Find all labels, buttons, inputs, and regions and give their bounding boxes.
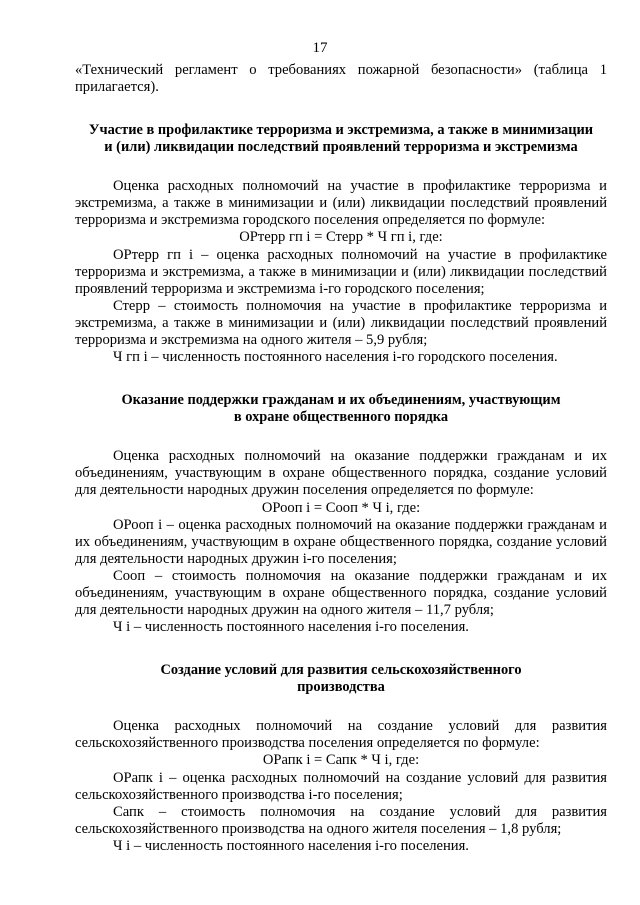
definition: Ч i – численность постоянного населения i-го поселения.: [113, 619, 469, 636]
section-agriculture: [75, 662, 607, 855]
definition: ОРооп i – оценка расходных полномочий на оказание поддержки гражданам и их объединениям, участвующим в охране общественного порядка, создание условий для деятельности народных дружин i-го поселения;: [75, 516, 607, 567]
formula: ОРооп i = Cооп * Ч i, где:: [261, 499, 421, 516]
intro-paragraph: «Технический регламент о требованиях пожарной безопасности» (таблица 1 прилагается).: [75, 62, 607, 96]
definition: Ч гп i – численность постоянного населения i-го городского поселения.: [113, 349, 558, 366]
page-number: 17: [312, 40, 328, 56]
definition: ОРтерр гп i – оценка расходных полномочий на участие в профилактике терроризма и экстремизма, а также в минимизации и (или) ликвидации последствий проявлений терроризма и экстремизма i-го городского поселения;: [75, 246, 607, 297]
formula: ОРтерр гп i = Стерр * Ч гп i, где:: [239, 229, 443, 246]
section-terrorism: [75, 122, 607, 366]
section-intro: Оценка расходных полномочий на оказание поддержки гражданам и их объединениям, участвующим в охране общественного порядка, создание условий для деятельности народных дружин поселения определяется по формуле:: [75, 448, 607, 499]
formula: ОРапк i = Сапк * Ч i, где:: [262, 752, 420, 769]
definition: Ч i – численность постоянного населения i-го поселения.: [113, 837, 469, 854]
definition: Стерр – стоимость полномочия на участие в профилактике терроризма и экстремизма, а также в минимизации и (или) ликвидации последствий проявлений терроризма и экстремизма на одного жителя – 5,9 рубля;: [75, 297, 607, 349]
page-content: [75, 62, 607, 855]
section-heading: Создание условий для развития сельскохозяйственного производства: [160, 662, 522, 696]
definition: Сапк – стоимость полномочия на создание условий для развития сельскохозяйственного производства на одного жителя поселения – 1,8 рубля;: [75, 803, 607, 837]
section-heading: Оказание поддержки гражданам и их объединениям, участвующим в охране общественного порядка: [121, 392, 561, 426]
section-intro: Оценка расходных полномочий на создание условий для развития сельскохозяйственного производства поселения определяется по формуле:: [75, 718, 607, 752]
definition: Cооп – стоимость полномочия на оказание поддержки гражданам и их объединениям, участвующим в охране общественного порядка, создание условий для деятельности народных дружин на одного жителя – 11,7 рубля;: [75, 567, 607, 619]
section-heading: Участие в профилактике терроризма и экстремизма, а также в минимизации и (или) ликвидации последствий проявлений терроризма и экстремизма: [88, 122, 594, 156]
section-intro: Оценка расходных полномочий на участие в профилактике терроризма и экстремизма, а также в минимизации и (или) ликвидации последствий проявлений терроризма и экстремизма городского поселения определяется по формуле:: [75, 178, 607, 229]
definition: ОРапк i – оценка расходных полномочий на создание условий для развития сельскохозяйственного производства i-го поселения;: [75, 769, 607, 803]
section-public-order: [75, 392, 607, 636]
